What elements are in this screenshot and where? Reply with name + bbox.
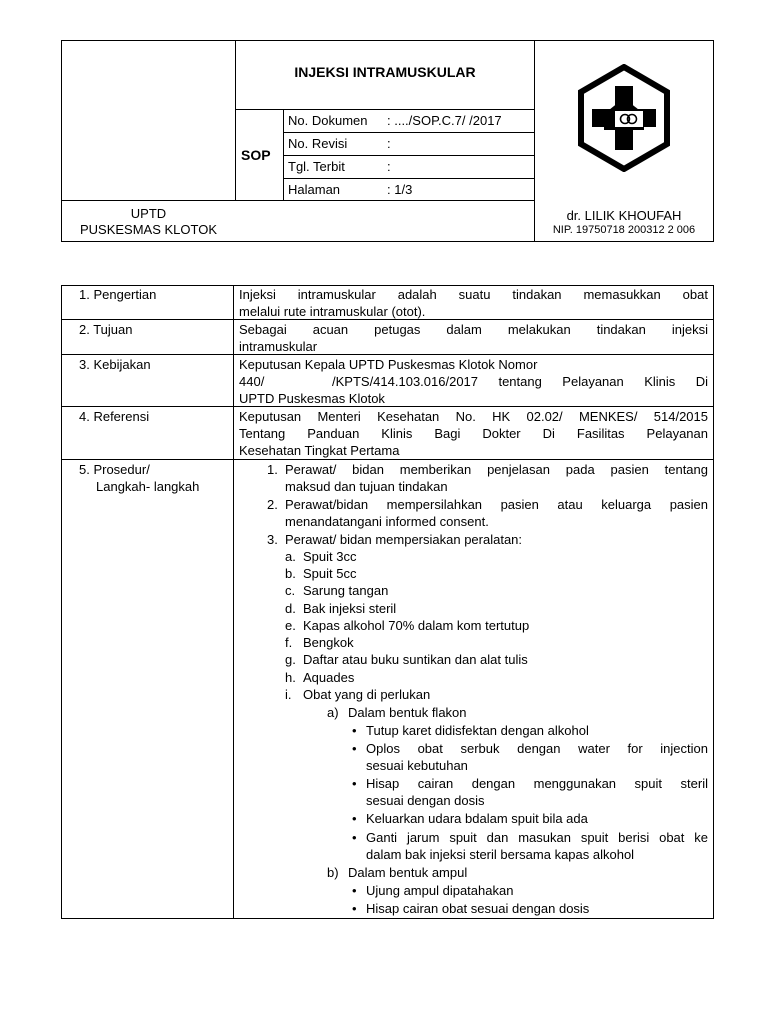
section-label-referensi: 4. Referensi <box>79 409 150 424</box>
tujuan-text-line1: Sebagai acuan petugas dalam melakukan tindakan injeksi <box>239 322 708 337</box>
list-item: Spuit 5cc <box>303 566 357 581</box>
list-item-marker: e. <box>285 618 296 633</box>
field-value-no-dokumen: : ..../SOP.C.7/ /2017 <box>387 113 502 128</box>
referensi-text-line2: Tentang Panduan Klinis Bagi Dokter Di Fasilitas Pelayanan <box>239 426 708 441</box>
referensi-text-line1: Keputusan Menteri Kesehatan No. HK 02.02/ MENKES/ 514/2015 <box>239 409 708 424</box>
kebijakan-text-line3: UPTD Puskesmas Klotok <box>239 391 385 406</box>
list-item-marker: c. <box>285 583 296 598</box>
section-label-pengertian: 1. Pengertian <box>79 287 157 302</box>
kebijakan-text-line2a: 440/ <box>239 374 265 389</box>
signer-nip: NIP. 19750718 200312 2 006 <box>552 224 696 236</box>
list-item: Obat yang di perlukan <box>303 687 431 702</box>
field-label-no-revisi: No. Revisi <box>288 136 348 151</box>
section-label-kebijakan: 3. Kebijakan <box>79 357 151 372</box>
field-label-halaman: Halaman <box>288 182 341 197</box>
field-label-no-dokumen: No. Dokumen <box>288 113 368 128</box>
bullet-item: • Tutup karet didisfektan dengan alkohol <box>366 722 589 739</box>
list-item: Aquades <box>303 670 355 685</box>
sub-list-marker: a) <box>327 705 339 720</box>
section-label-prosedur: 5. Prosedur/ <box>79 462 150 477</box>
org-name-line1: UPTD <box>130 206 167 221</box>
list-item-marker: f. <box>285 635 293 650</box>
pengertian-text-line2: melalui rute intramuskular (otot). <box>239 304 426 319</box>
field-label-tgl-terbit: Tgl. Terbit <box>288 159 345 174</box>
list-item: Kapas alkohol 70% dalam kom tertutup <box>303 618 530 633</box>
pengertian-text-line1: Injeksi intramuskular adalah suatu tindakan memasukkan obat <box>239 287 708 302</box>
list-item: Bengkok <box>303 635 354 650</box>
bullet-item-cont: dalam bak injeksi steril bersama kapas alkohol <box>366 847 635 862</box>
step2-line1: Perawat/bidan mempersilahkan pasien atau keluarga pasien <box>285 497 708 512</box>
list-item: Daftar atau buku suntikan dan alat tulis <box>303 652 528 667</box>
list-item: Spuit 3cc <box>303 549 357 564</box>
flakon-title: Dalam bentuk flakon <box>348 705 467 720</box>
bullet-item: • Hisap cairan obat sesuai dengan dosis <box>366 900 589 917</box>
list-item-marker: b. <box>285 566 296 581</box>
bullet-item: • Ujung ampul dipatahakan <box>366 882 513 899</box>
bullet-item: • Hisap cairan dengan menggunakan spuit steril <box>366 775 708 792</box>
step1-line2: maksud dan tujuan tindakan <box>285 479 448 494</box>
step3-line1: Perawat/ bidan mempersiakan peralatan: <box>285 532 523 547</box>
ampul-title: Dalam bentuk ampul <box>348 865 468 880</box>
org-name-line2: PUSKESMAS KLOTOK <box>79 222 218 237</box>
step-number: 1. <box>267 462 278 477</box>
list-item-marker: i. <box>285 687 292 702</box>
step2-line2: menandatangani informed consent. <box>285 514 489 529</box>
list-item: Bak injeksi steril <box>303 601 397 616</box>
kebijakan-text-line2b: /KPTS/414.103.016/2017 tentang Pelayanan Klinis Di <box>332 374 708 389</box>
bullet-item: • Ganti jarum spuit dan masukan spuit berisi obat ke <box>366 829 708 846</box>
field-value-halaman: : 1/3 <box>387 182 413 197</box>
sop-label: SOP <box>241 147 271 163</box>
section-label-tujuan: 2. Tujuan <box>79 322 133 337</box>
list-item-marker: a. <box>285 549 296 564</box>
kebijakan-text-line1: Keputusan Kepala UPTD Puskesmas Klotok Nomor <box>239 357 538 372</box>
field-value-no-revisi: : <box>387 136 391 151</box>
step-number: 2. <box>267 497 278 512</box>
bullet-item: • Oplos obat serbuk dengan water for injection <box>366 740 708 757</box>
bullet-item: • Keluarkan udara bdalam spuit bila ada <box>366 810 588 827</box>
list-item-marker: d. <box>285 601 296 616</box>
step-number: 3. <box>267 532 278 547</box>
bullet-item-cont: sesuai dengan dosis <box>366 793 485 808</box>
tujuan-text-line2: intramuskular <box>239 339 318 354</box>
step1-line1: Perawat/ bidan memberikan penjelasan pada pasien tentang <box>285 462 708 477</box>
list-item-marker: g. <box>285 652 296 667</box>
document-title: INJEKSI INTRAMUSKULAR <box>294 64 476 80</box>
field-value-tgl-terbit: : <box>387 159 391 174</box>
list-item-marker: h. <box>285 670 296 685</box>
puskesmas-logo-icon <box>570 64 678 172</box>
list-item: Sarung tangan <box>303 583 389 598</box>
sub-list-marker: b) <box>327 865 339 880</box>
bullet-item-cont: sesuai kebutuhan <box>366 758 468 773</box>
section-label-prosedur-line2: Langkah- langkah <box>96 479 200 494</box>
signer-name: dr. LILIK KHOUFAH <box>566 208 682 223</box>
referensi-text-line3: Kesehatan Tingkat Pertama <box>239 443 400 458</box>
